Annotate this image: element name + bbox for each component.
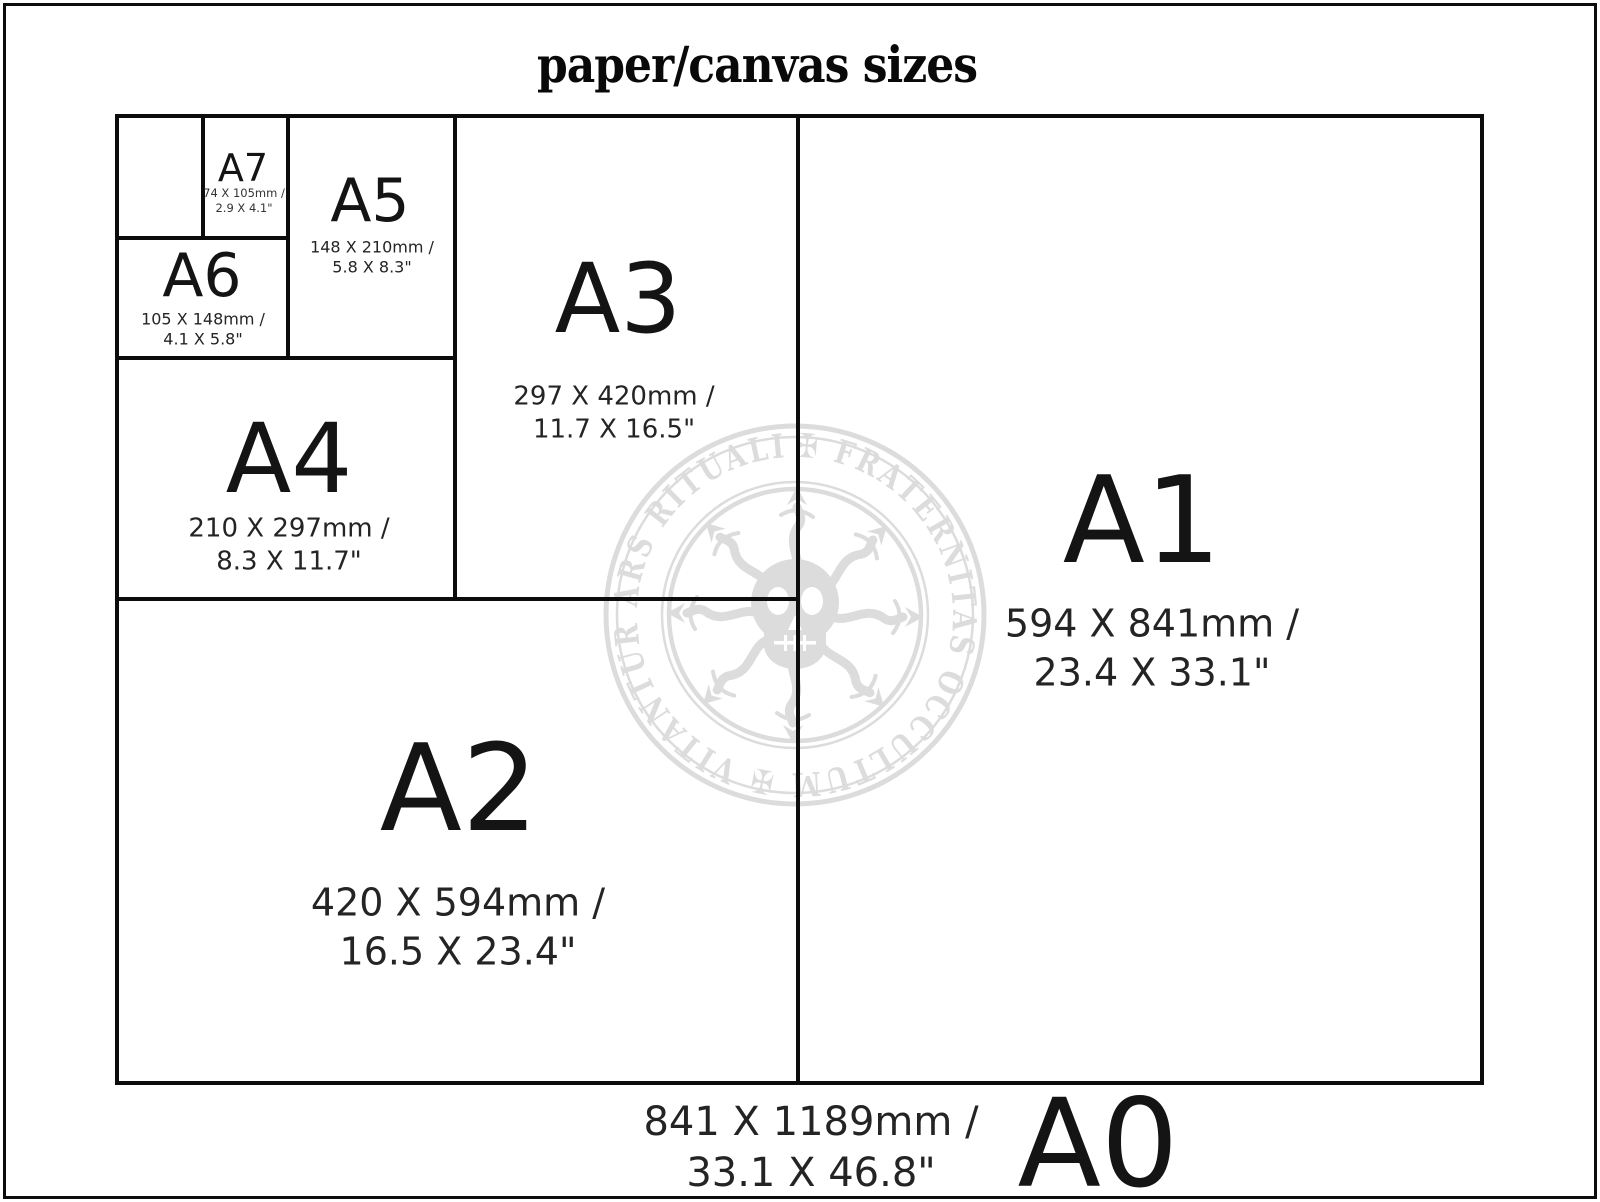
a4-mm: 210 X 297mm /	[188, 513, 390, 544]
a1-label: A1	[1062, 452, 1222, 591]
a3-label: A3	[554, 243, 682, 355]
a5-dimensions	[310, 238, 434, 279]
a6-dimensions	[141, 310, 265, 351]
a4-dimensions	[188, 513, 389, 580]
a4-inches: 8.3 X 11.7"	[216, 547, 362, 577]
grid-line-a7-left	[201, 114, 205, 240]
a0-inches: 33.1 X 46.8"	[686, 1150, 936, 1196]
seal-ring-text: ✠ FRATERNITAS OCCULTUM ✠ VITANTUR ARS RITUALI	[605, 425, 985, 806]
a1-inches: 23.4 X 33.1"	[1033, 650, 1271, 694]
a5-label: A5	[330, 166, 410, 236]
a4-label: A4	[225, 403, 353, 515]
page-title: paper/canvas sizes	[537, 37, 977, 95]
a2-label: A2	[379, 720, 539, 859]
a7-label: A7	[217, 146, 269, 190]
a6-label: A6	[162, 241, 242, 311]
a2-inches: 16.5 X 23.4"	[339, 929, 577, 973]
a1-dimensions	[1005, 599, 1299, 696]
a5-inches: 5.8 X 8.3"	[332, 258, 412, 277]
a1-mm: 594 X 841mm /	[1004, 601, 1300, 646]
grid-line-a4-top	[115, 356, 457, 360]
a0-dimensions	[643, 1097, 978, 1199]
grid-line-a2-top	[115, 597, 800, 601]
a3-inches: 11.7 X 16.5"	[532, 415, 696, 445]
a0-mm: 841 X 1189mm /	[643, 1098, 979, 1145]
a5-mm: 148 X 210mm /	[310, 237, 434, 257]
a6-mm: 105 X 148mm /	[141, 309, 265, 329]
a7-dimensions	[203, 186, 285, 216]
a7-mm: 74 X 105mm /	[203, 186, 285, 201]
a3-mm: 297 X 420mm /	[513, 381, 715, 412]
a7-inches: 2.9 X 4.1"	[215, 201, 273, 215]
grid-line-a6-top	[115, 236, 290, 240]
a3-dimensions	[513, 381, 714, 448]
a2-dimensions	[311, 878, 605, 975]
a6-inches: 4.1 X 5.8"	[163, 330, 243, 349]
a2-mm: 420 X 594mm /	[310, 880, 606, 925]
a0-label: A0	[1017, 1073, 1179, 1202]
